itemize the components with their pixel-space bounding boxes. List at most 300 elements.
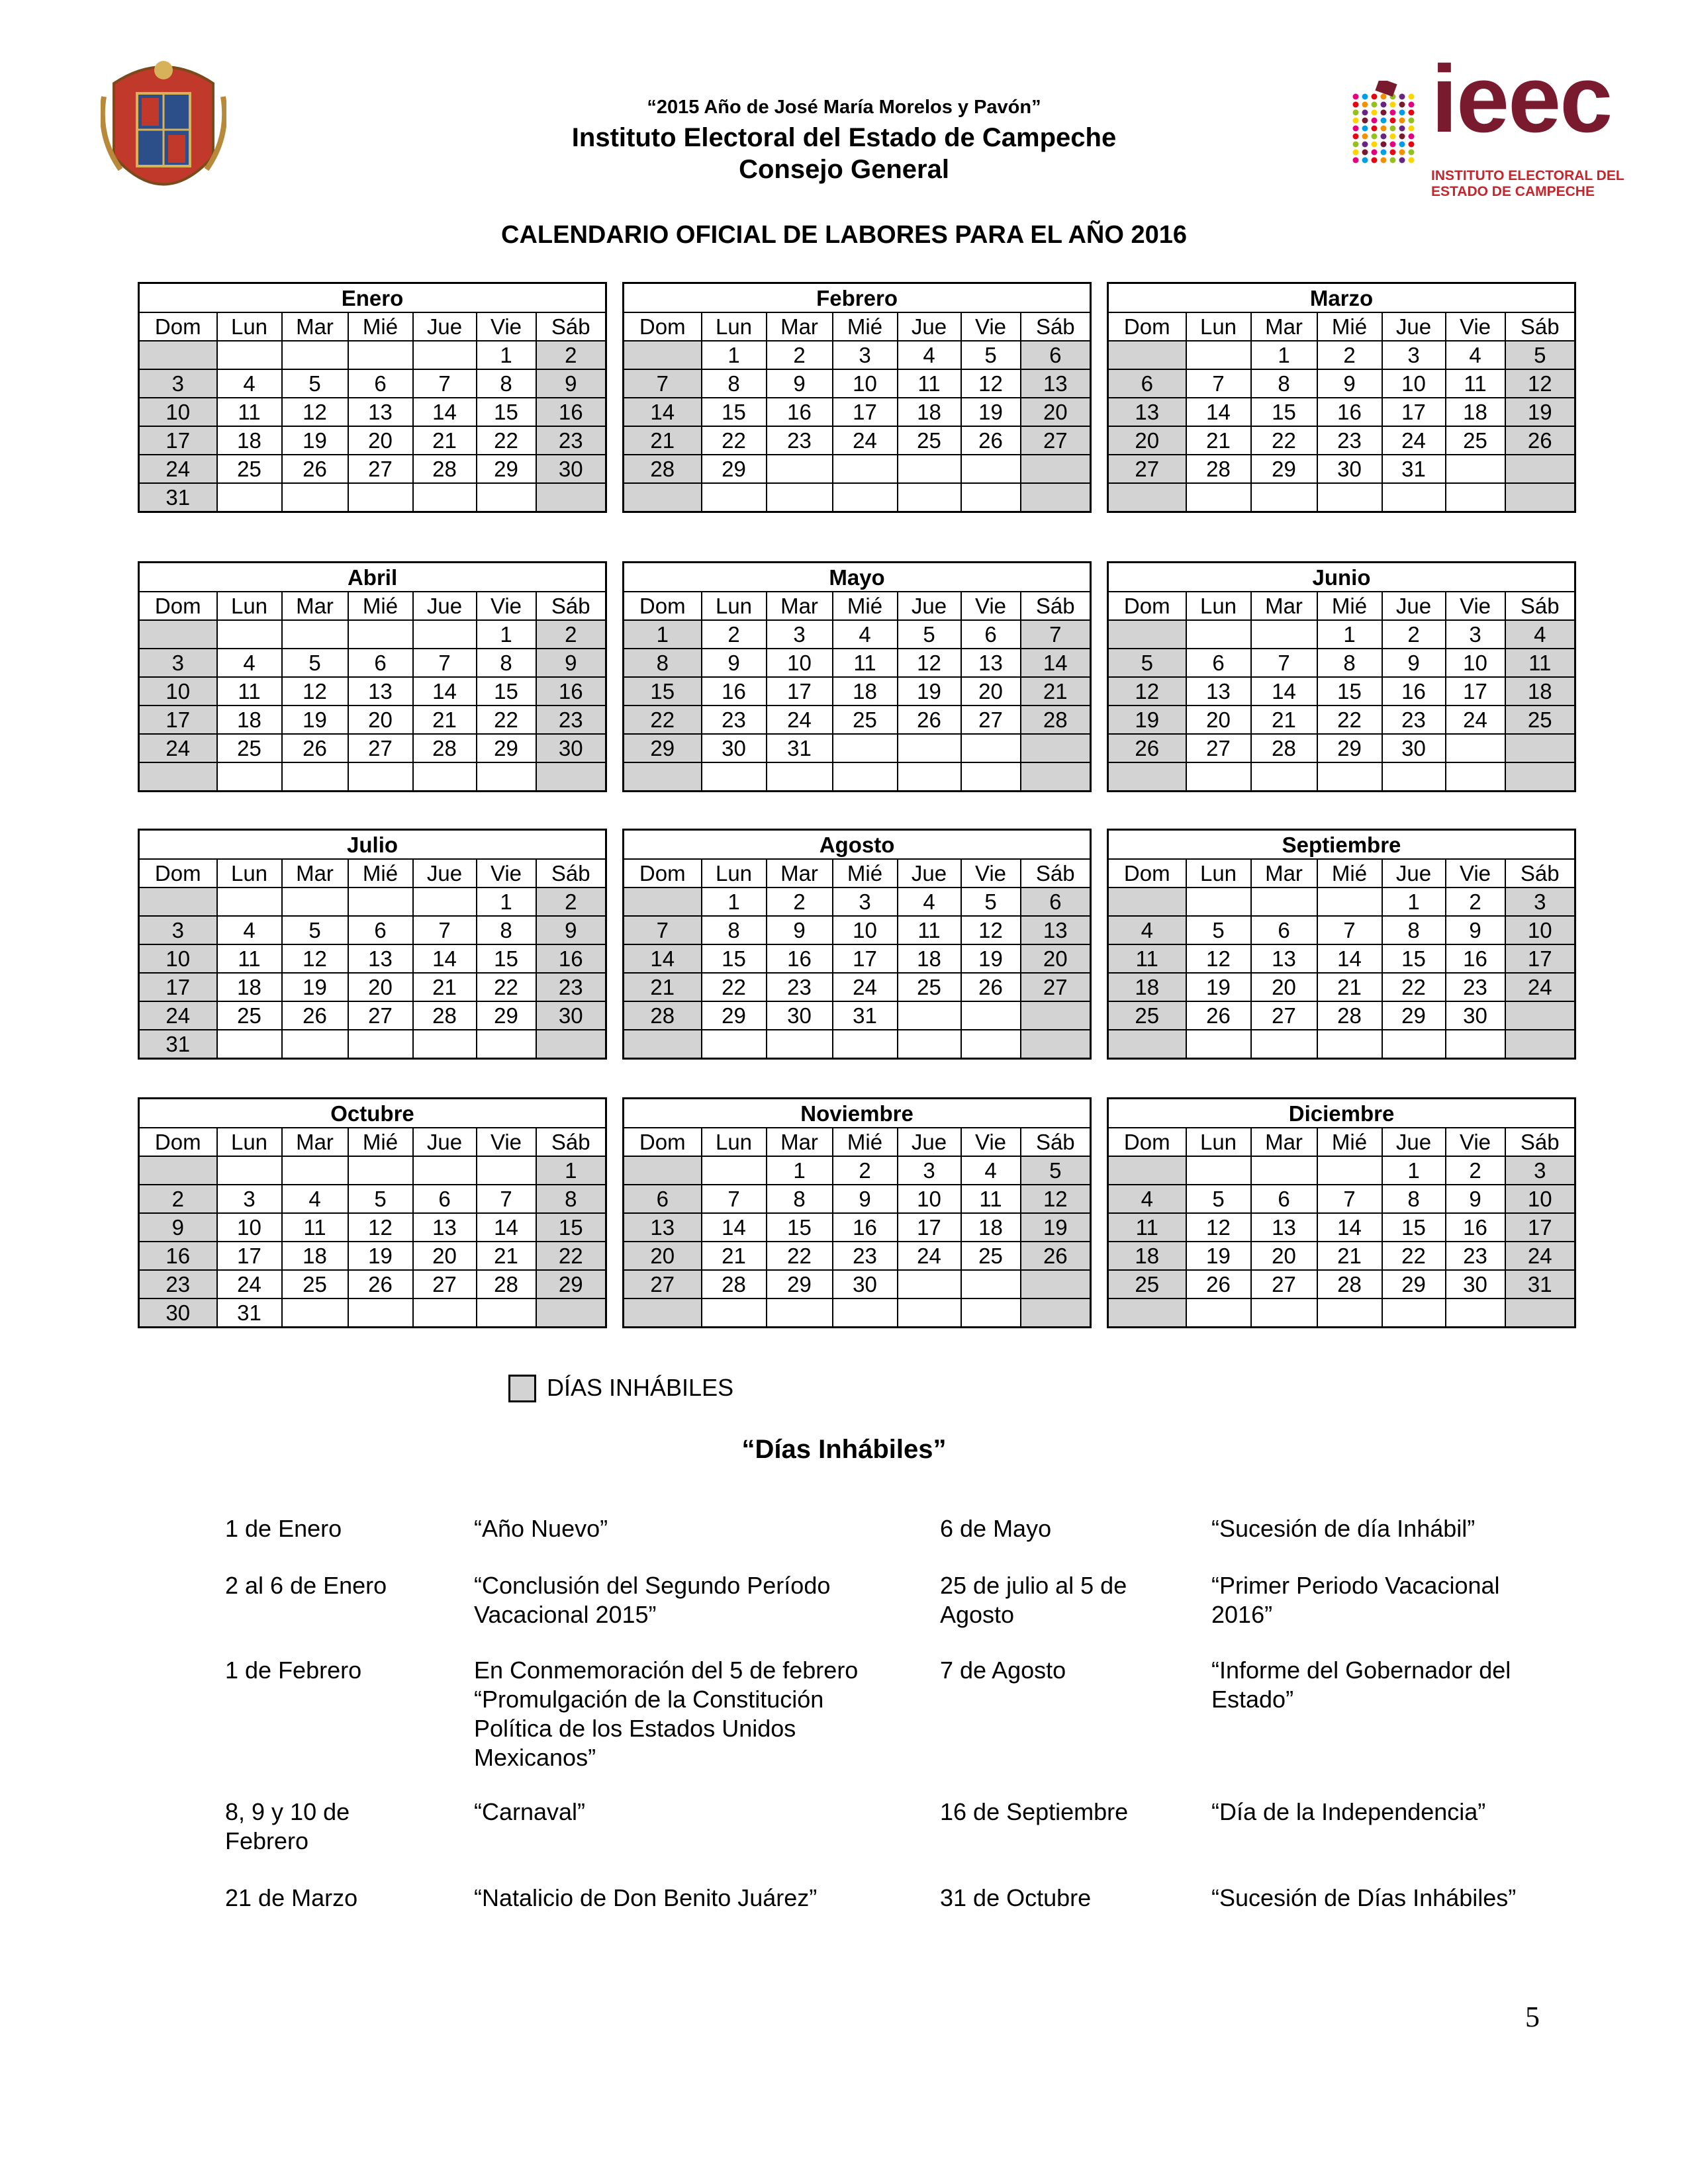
day-cell <box>413 762 477 792</box>
day-cell: 4 <box>1446 341 1505 369</box>
day-cell: 17 <box>139 705 217 734</box>
day-cell <box>217 341 282 369</box>
day-cell <box>1505 483 1575 512</box>
holiday-description: “Carnaval” <box>474 1798 586 1825</box>
day-cell: 26 <box>1505 426 1575 455</box>
day-cell: 10 <box>833 916 898 944</box>
day-cell: 23 <box>767 426 833 455</box>
day-cell: 9 <box>139 1213 217 1242</box>
logo-dot <box>1399 118 1405 124</box>
weekday-header: Vie <box>477 859 536 887</box>
day-cell: 25 <box>898 973 961 1001</box>
day-cell: 29 <box>477 455 536 483</box>
day-cell: 2 <box>767 887 833 916</box>
weekday-header: Dom <box>1108 592 1186 620</box>
day-cell: 30 <box>1446 1001 1505 1030</box>
logo-dot <box>1399 142 1405 148</box>
month-name: Agosto <box>624 830 1091 860</box>
day-cell: 27 <box>1251 1270 1317 1298</box>
day-cell: 20 <box>413 1242 477 1270</box>
day-cell <box>1382 483 1446 512</box>
day-cell: 18 <box>282 1242 348 1270</box>
day-cell <box>413 1298 477 1328</box>
day-cell <box>702 1030 767 1059</box>
day-cell: 25 <box>898 426 961 455</box>
logo-dot <box>1409 94 1415 100</box>
day-cell <box>1186 1030 1251 1059</box>
day-cell: 26 <box>1186 1270 1251 1298</box>
day-cell: 8 <box>1317 649 1382 677</box>
ieec-logo <box>1350 46 1628 201</box>
day-cell <box>833 1030 898 1059</box>
day-cell: 16 <box>1446 1213 1505 1242</box>
day-cell <box>282 341 348 369</box>
day-cell <box>1251 483 1317 512</box>
day-cell: 31 <box>217 1298 282 1328</box>
day-cell <box>1186 620 1251 649</box>
day-cell <box>1505 762 1575 792</box>
day-cell <box>624 762 702 792</box>
day-cell: 22 <box>767 1242 833 1270</box>
day-cell: 29 <box>536 1270 606 1298</box>
day-cell: 24 <box>139 734 217 762</box>
day-cell <box>536 483 606 512</box>
day-cell: 9 <box>1446 1185 1505 1213</box>
day-cell <box>282 1030 348 1059</box>
weekday-header: Dom <box>1108 312 1186 341</box>
day-cell: 14 <box>624 944 702 973</box>
logo-dot <box>1381 134 1387 140</box>
day-cell: 7 <box>1317 1185 1382 1213</box>
day-cell: 9 <box>767 916 833 944</box>
logo-dot <box>1353 158 1359 163</box>
day-cell <box>898 1030 961 1059</box>
day-cell: 10 <box>139 944 217 973</box>
day-cell <box>1021 483 1091 512</box>
day-cell: 1 <box>477 620 536 649</box>
day-cell: 16 <box>536 677 606 705</box>
month-calendar <box>138 1097 605 1338</box>
day-cell <box>898 483 961 512</box>
day-cell: 30 <box>139 1298 217 1328</box>
logo-dot <box>1353 134 1359 140</box>
month-table <box>138 561 607 792</box>
day-cell: 8 <box>1251 369 1317 398</box>
day-cell: 21 <box>413 705 477 734</box>
weekday-header: Dom <box>139 312 217 341</box>
day-cell: 13 <box>413 1213 477 1242</box>
weekday-header: Mié <box>833 1128 898 1156</box>
day-cell: 13 <box>1021 916 1091 944</box>
day-cell: 31 <box>1382 455 1446 483</box>
day-cell: 30 <box>1382 734 1446 762</box>
day-cell: 28 <box>624 455 702 483</box>
day-cell: 8 <box>624 649 702 677</box>
day-cell: 14 <box>413 944 477 973</box>
day-cell <box>139 887 217 916</box>
day-cell: 15 <box>477 398 536 426</box>
day-cell: 28 <box>1186 455 1251 483</box>
day-cell <box>833 1298 898 1328</box>
day-cell <box>1251 1156 1317 1185</box>
day-cell <box>1446 1298 1505 1328</box>
day-cell <box>898 1001 961 1030</box>
month-name: Junio <box>1108 563 1575 592</box>
logo-dot <box>1353 94 1359 100</box>
day-cell: 20 <box>624 1242 702 1270</box>
weekday-header: Sáb <box>1021 859 1091 887</box>
day-cell: 27 <box>348 455 413 483</box>
day-cell: 15 <box>1317 677 1382 705</box>
holiday-date: 31 de Octubre <box>940 1884 1092 1911</box>
day-cell: 19 <box>282 705 348 734</box>
day-cell: 10 <box>1446 649 1505 677</box>
day-cell: 8 <box>536 1185 606 1213</box>
day-cell <box>767 1298 833 1328</box>
day-cell: 6 <box>1251 916 1317 944</box>
day-cell: 6 <box>624 1185 702 1213</box>
day-cell <box>1108 341 1186 369</box>
day-cell: 10 <box>833 369 898 398</box>
logo-dot <box>1390 142 1396 148</box>
day-cell: 27 <box>624 1270 702 1298</box>
day-cell: 22 <box>477 705 536 734</box>
day-cell: 13 <box>624 1213 702 1242</box>
day-cell <box>139 341 217 369</box>
month-name: Marzo <box>1108 283 1575 313</box>
logo-dot <box>1362 158 1368 163</box>
day-cell <box>767 483 833 512</box>
day-cell: 13 <box>348 398 413 426</box>
weekday-header: Sáb <box>536 592 606 620</box>
day-cell: 22 <box>1251 426 1317 455</box>
weekday-header: Vie <box>1446 312 1505 341</box>
day-cell <box>767 455 833 483</box>
day-cell: 30 <box>767 1001 833 1030</box>
month-table <box>622 829 1092 1060</box>
month-calendar <box>1107 829 1574 1069</box>
day-cell: 19 <box>898 677 961 705</box>
day-cell: 14 <box>1317 944 1382 973</box>
day-cell: 29 <box>1317 734 1382 762</box>
day-cell <box>1021 1298 1091 1328</box>
day-cell: 12 <box>1021 1185 1091 1213</box>
day-cell: 12 <box>1505 369 1575 398</box>
holiday-description: En Conmemoración del 5 de febrero “Promulgación de la Constitución Política de los Estados Unidos Mexicanos” <box>474 1657 859 1771</box>
day-cell <box>282 762 348 792</box>
logo-dot <box>1390 158 1396 163</box>
weekday-header: Jue <box>413 592 477 620</box>
day-cell: 12 <box>1186 1213 1251 1242</box>
day-cell: 11 <box>217 677 282 705</box>
day-cell: 18 <box>1108 973 1186 1001</box>
day-cell: 9 <box>1317 369 1382 398</box>
day-cell: 19 <box>282 426 348 455</box>
month-calendar <box>622 1097 1090 1338</box>
day-cell <box>1382 1030 1446 1059</box>
day-cell: 28 <box>702 1270 767 1298</box>
day-cell <box>1021 1001 1091 1030</box>
day-cell: 29 <box>767 1270 833 1298</box>
day-cell: 5 <box>1505 341 1575 369</box>
day-cell: 7 <box>1021 620 1091 649</box>
day-cell: 19 <box>1021 1213 1091 1242</box>
weekday-header: Jue <box>898 1128 961 1156</box>
day-cell: 24 <box>767 705 833 734</box>
day-cell: 8 <box>477 649 536 677</box>
logo-dot <box>1372 158 1378 163</box>
weekday-header: Jue <box>1382 859 1446 887</box>
logo-dot <box>1353 150 1359 156</box>
logo-dot <box>1381 150 1387 156</box>
day-cell <box>961 483 1021 512</box>
day-cell: 30 <box>833 1270 898 1298</box>
day-cell: 4 <box>961 1156 1021 1185</box>
day-cell: 6 <box>348 916 413 944</box>
weekday-header: Dom <box>139 859 217 887</box>
day-cell: 25 <box>1446 426 1505 455</box>
day-cell <box>413 1030 477 1059</box>
day-cell: 11 <box>961 1185 1021 1213</box>
weekday-header: Dom <box>624 859 702 887</box>
day-cell: 14 <box>477 1213 536 1242</box>
day-cell <box>477 762 536 792</box>
day-cell: 28 <box>413 455 477 483</box>
day-cell: 18 <box>898 398 961 426</box>
day-cell: 1 <box>702 341 767 369</box>
day-cell: 4 <box>833 620 898 649</box>
day-cell <box>1382 762 1446 792</box>
logo-dot <box>1353 126 1359 132</box>
holiday-date: 2 al 6 de Enero <box>225 1572 387 1599</box>
day-cell: 15 <box>702 398 767 426</box>
day-cell <box>1446 455 1505 483</box>
day-cell: 2 <box>139 1185 217 1213</box>
day-cell: 18 <box>217 973 282 1001</box>
day-cell <box>1186 887 1251 916</box>
day-cell: 18 <box>217 426 282 455</box>
month-calendar <box>622 829 1090 1069</box>
day-cell: 24 <box>1446 705 1505 734</box>
day-cell: 25 <box>1108 1001 1186 1030</box>
holiday-date: 16 de Septiembre <box>940 1798 1129 1825</box>
day-cell: 28 <box>413 1001 477 1030</box>
day-cell: 22 <box>477 426 536 455</box>
day-cell: 1 <box>536 1156 606 1185</box>
day-cell: 27 <box>961 705 1021 734</box>
header-institute: Instituto Electoral del Estado de Campeche <box>571 123 1117 152</box>
day-cell <box>1317 1030 1382 1059</box>
day-cell: 30 <box>536 1001 606 1030</box>
page-number: 5 <box>1525 2001 1540 2033</box>
day-cell <box>1186 1298 1251 1328</box>
day-cell <box>413 887 477 916</box>
day-cell: 30 <box>702 734 767 762</box>
logo-dot <box>1409 142 1415 148</box>
day-cell <box>898 1270 961 1298</box>
day-cell: 26 <box>282 1001 348 1030</box>
logo-dot <box>1381 94 1387 100</box>
month-table <box>1107 829 1576 1060</box>
day-cell: 14 <box>1251 677 1317 705</box>
day-cell <box>833 762 898 792</box>
logo-dot <box>1381 118 1387 124</box>
month-calendar <box>138 282 605 523</box>
day-cell: 6 <box>1251 1185 1317 1213</box>
weekday-header: Mar <box>282 312 348 341</box>
day-cell: 22 <box>1382 973 1446 1001</box>
day-cell: 31 <box>139 483 217 512</box>
month-calendar <box>622 282 1090 523</box>
day-cell <box>1446 1030 1505 1059</box>
day-cell <box>1317 1156 1382 1185</box>
day-cell <box>413 341 477 369</box>
logo-dot <box>1372 102 1378 108</box>
day-cell: 3 <box>217 1185 282 1213</box>
day-cell <box>1505 455 1575 483</box>
day-cell <box>1251 620 1317 649</box>
day-cell: 15 <box>624 677 702 705</box>
day-cell <box>348 1156 413 1185</box>
day-cell: 3 <box>1382 341 1446 369</box>
day-cell <box>961 1270 1021 1298</box>
weekday-header: Lun <box>217 312 282 341</box>
day-cell: 4 <box>1108 916 1186 944</box>
day-cell: 3 <box>1446 620 1505 649</box>
logo-dot <box>1399 102 1405 108</box>
logo-dot <box>1353 118 1359 124</box>
day-cell: 19 <box>348 1242 413 1270</box>
weekday-header: Jue <box>898 312 961 341</box>
day-cell: 3 <box>1505 1156 1575 1185</box>
weekday-header: Lun <box>1186 1128 1251 1156</box>
day-cell: 13 <box>348 677 413 705</box>
weekday-header: Sáb <box>1505 312 1575 341</box>
day-cell: 24 <box>139 1001 217 1030</box>
logo-dot <box>1362 142 1368 148</box>
weekday-header: Sáb <box>536 1128 606 1156</box>
day-cell: 18 <box>961 1213 1021 1242</box>
month-name: Enero <box>139 283 606 313</box>
day-cell: 3 <box>898 1156 961 1185</box>
day-cell <box>348 1030 413 1059</box>
day-cell: 21 <box>477 1242 536 1270</box>
day-cell: 30 <box>1446 1270 1505 1298</box>
day-cell: 20 <box>1186 705 1251 734</box>
day-cell: 23 <box>1382 705 1446 734</box>
day-cell <box>961 1298 1021 1328</box>
weekday-header: Vie <box>477 592 536 620</box>
day-cell: 15 <box>1251 398 1317 426</box>
day-cell <box>961 455 1021 483</box>
day-cell: 17 <box>1382 398 1446 426</box>
day-cell: 12 <box>961 369 1021 398</box>
day-cell <box>282 483 348 512</box>
logo-dot <box>1409 102 1415 108</box>
month-table <box>138 829 607 1060</box>
day-cell: 17 <box>898 1213 961 1242</box>
day-cell: 4 <box>898 887 961 916</box>
weekday-header: Vie <box>961 592 1021 620</box>
day-cell <box>1186 762 1251 792</box>
weekday-header: Vie <box>477 312 536 341</box>
day-cell: 14 <box>413 398 477 426</box>
day-cell <box>898 762 961 792</box>
day-cell: 6 <box>1186 649 1251 677</box>
weekday-header: Lun <box>1186 592 1251 620</box>
weekday-header: Sáb <box>1021 1128 1091 1156</box>
month-name: Julio <box>139 830 606 860</box>
logo-dot <box>1353 110 1359 116</box>
day-cell: 28 <box>1021 705 1091 734</box>
day-cell: 13 <box>1108 398 1186 426</box>
day-cell: 11 <box>1505 649 1575 677</box>
day-cell: 20 <box>348 973 413 1001</box>
day-cell: 20 <box>1251 973 1317 1001</box>
day-cell <box>477 1030 536 1059</box>
month-calendar <box>622 561 1090 802</box>
day-cell: 4 <box>217 649 282 677</box>
day-cell: 11 <box>1446 369 1505 398</box>
day-cell: 25 <box>282 1270 348 1298</box>
day-cell <box>1021 734 1091 762</box>
day-cell: 17 <box>1505 944 1575 973</box>
day-cell: 24 <box>217 1270 282 1298</box>
day-cell: 26 <box>282 455 348 483</box>
day-cell: 28 <box>1251 734 1317 762</box>
holiday-description: “Conclusión del Segundo Período Vacacional 2015” <box>474 1572 831 1628</box>
day-cell: 27 <box>1186 734 1251 762</box>
day-cell: 23 <box>1446 973 1505 1001</box>
day-cell: 8 <box>702 916 767 944</box>
day-cell: 16 <box>767 944 833 973</box>
day-cell: 25 <box>217 734 282 762</box>
day-cell: 29 <box>1382 1001 1446 1030</box>
day-cell <box>348 762 413 792</box>
day-cell: 10 <box>139 677 217 705</box>
day-cell <box>348 483 413 512</box>
day-cell <box>624 483 702 512</box>
holiday-description: “Sucesión de Días Inhábiles” <box>1211 1884 1517 1911</box>
weekday-header: Mar <box>767 592 833 620</box>
day-cell: 10 <box>139 398 217 426</box>
day-cell: 18 <box>833 677 898 705</box>
document-title: CALENDARIO OFICIAL DE LABORES PARA EL AÑO 2016 <box>501 221 1187 249</box>
holiday-description: “Informe del Gobernador del Estado” <box>1211 1657 1511 1713</box>
header-motto: “2015 Año de José María Morelos y Pavón” <box>647 97 1041 118</box>
day-cell: 22 <box>1382 1242 1446 1270</box>
day-cell: 22 <box>1317 705 1382 734</box>
day-cell: 25 <box>217 1001 282 1030</box>
month-calendar <box>1107 282 1574 523</box>
holiday-date: 6 de Mayo <box>940 1515 1052 1542</box>
day-cell: 7 <box>413 649 477 677</box>
weekday-header: Mié <box>833 312 898 341</box>
day-cell: 7 <box>624 369 702 398</box>
day-cell: 20 <box>961 677 1021 705</box>
day-cell: 19 <box>282 973 348 1001</box>
day-cell: 12 <box>282 677 348 705</box>
logo-dot <box>1399 150 1405 156</box>
day-cell: 5 <box>898 620 961 649</box>
day-cell: 11 <box>833 649 898 677</box>
day-cell: 4 <box>282 1185 348 1213</box>
day-cell <box>536 1298 606 1328</box>
day-cell: 15 <box>702 944 767 973</box>
day-cell <box>348 887 413 916</box>
weekday-header: Jue <box>898 592 961 620</box>
day-cell: 9 <box>536 369 606 398</box>
